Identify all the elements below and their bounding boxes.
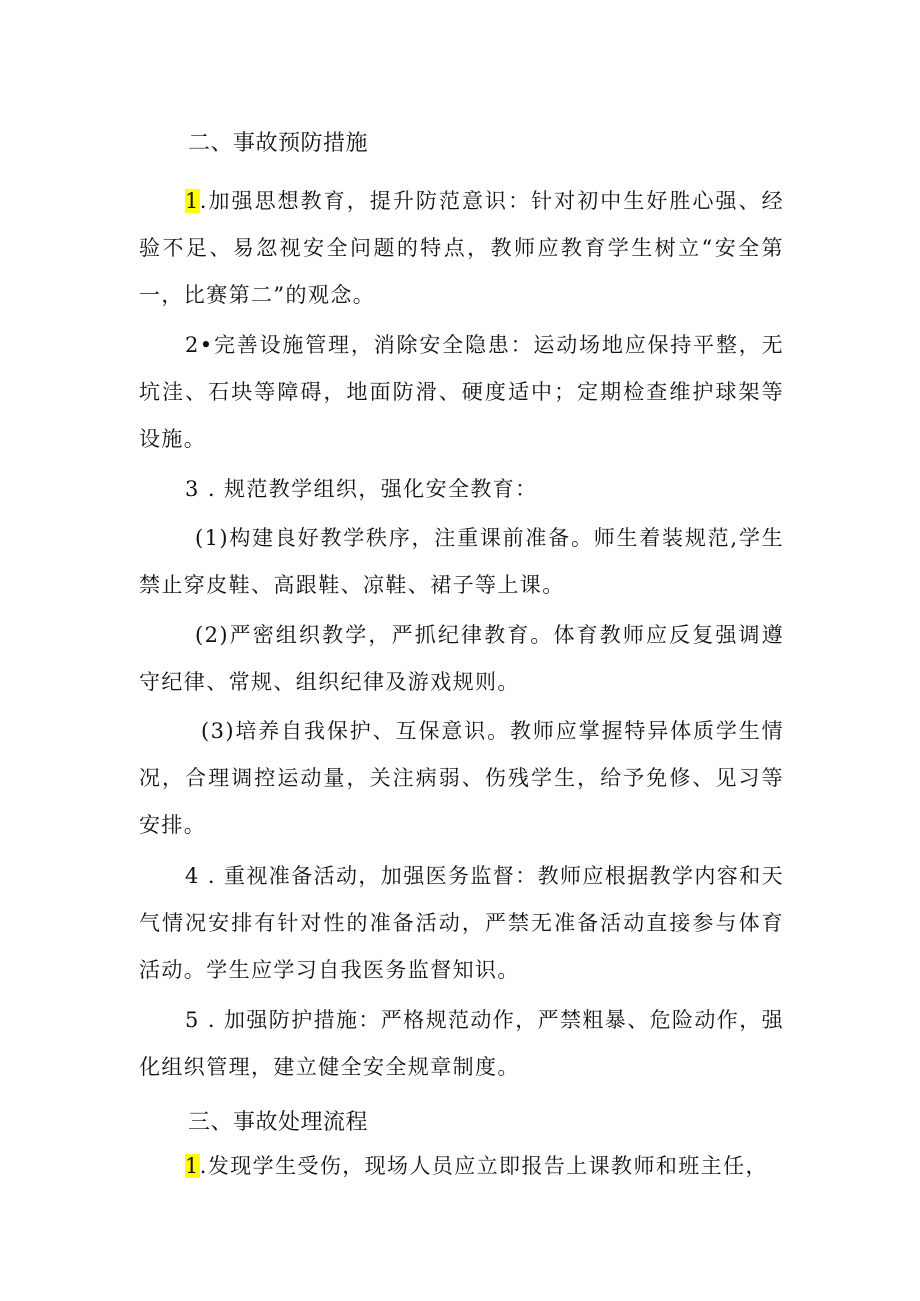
section2-paragraph-2: 2•完善设施管理，消除安全隐患：运动场地应保持平整，无坑洼、石块等障碍，地面防滑、硬度适中；定期检查维护球架等设施。 xyxy=(139,333,784,451)
section2-paragraph-3: 3 . 规范教学组织，强化安全教育： xyxy=(185,477,538,501)
section2-subitem-3: (3)培养自我保护、互保意识。教师应掌握特异体质学生情况，合理调控运动量，关注病弱、伤残学生，给予免修、见习等安排。 xyxy=(139,719,784,837)
paragraph-text: .发现学生受伤，现场人员应立即报告上课教师和班主任， xyxy=(199,1154,768,1178)
section3-heading: 三、事故处理流程 xyxy=(188,1110,369,1135)
highlighted-number: 1 xyxy=(185,1154,200,1178)
section2-subitem-2: (2)严密组织教学，严抓纪律教育。体育教师应反复强调遵守纪律、常规、组织纪律及游戏规则。 xyxy=(139,623,784,694)
paragraph-text: .加强思想教育，提升防范意识：针对初中生好胜心强、经验不足、易忽视安全问题的特点，教师应教育学生树立“安全第一，比赛第二”的观念。 xyxy=(139,189,784,307)
section3-paragraph-1 xyxy=(139,1143,784,1190)
section2-paragraph-4: 4 . 重视准备活动，加强医务监督：教师应根据教学内容和天气情况安排有针对性的准备活动，严禁无准备活动直接参与体育活动。学生应学习自我医务监督知识。 xyxy=(139,864,784,982)
section2-paragraph-5: 5 . 加强防护措施：严格规范动作，严禁粗暴、危险动作，强化组织管理，建立健全安全规章制度。 xyxy=(139,1008,784,1079)
highlighted-number: 1 xyxy=(185,189,200,213)
section2-heading: 二、事故预防措施 xyxy=(188,131,369,156)
section2-paragraph-1 xyxy=(139,178,784,319)
section2-subitem-1: (1)构建良好教学秩序，注重课前准备。师生着装规范,学生禁止穿皮鞋、高跟鞋、凉鞋、裙子等上课。 xyxy=(139,526,784,597)
